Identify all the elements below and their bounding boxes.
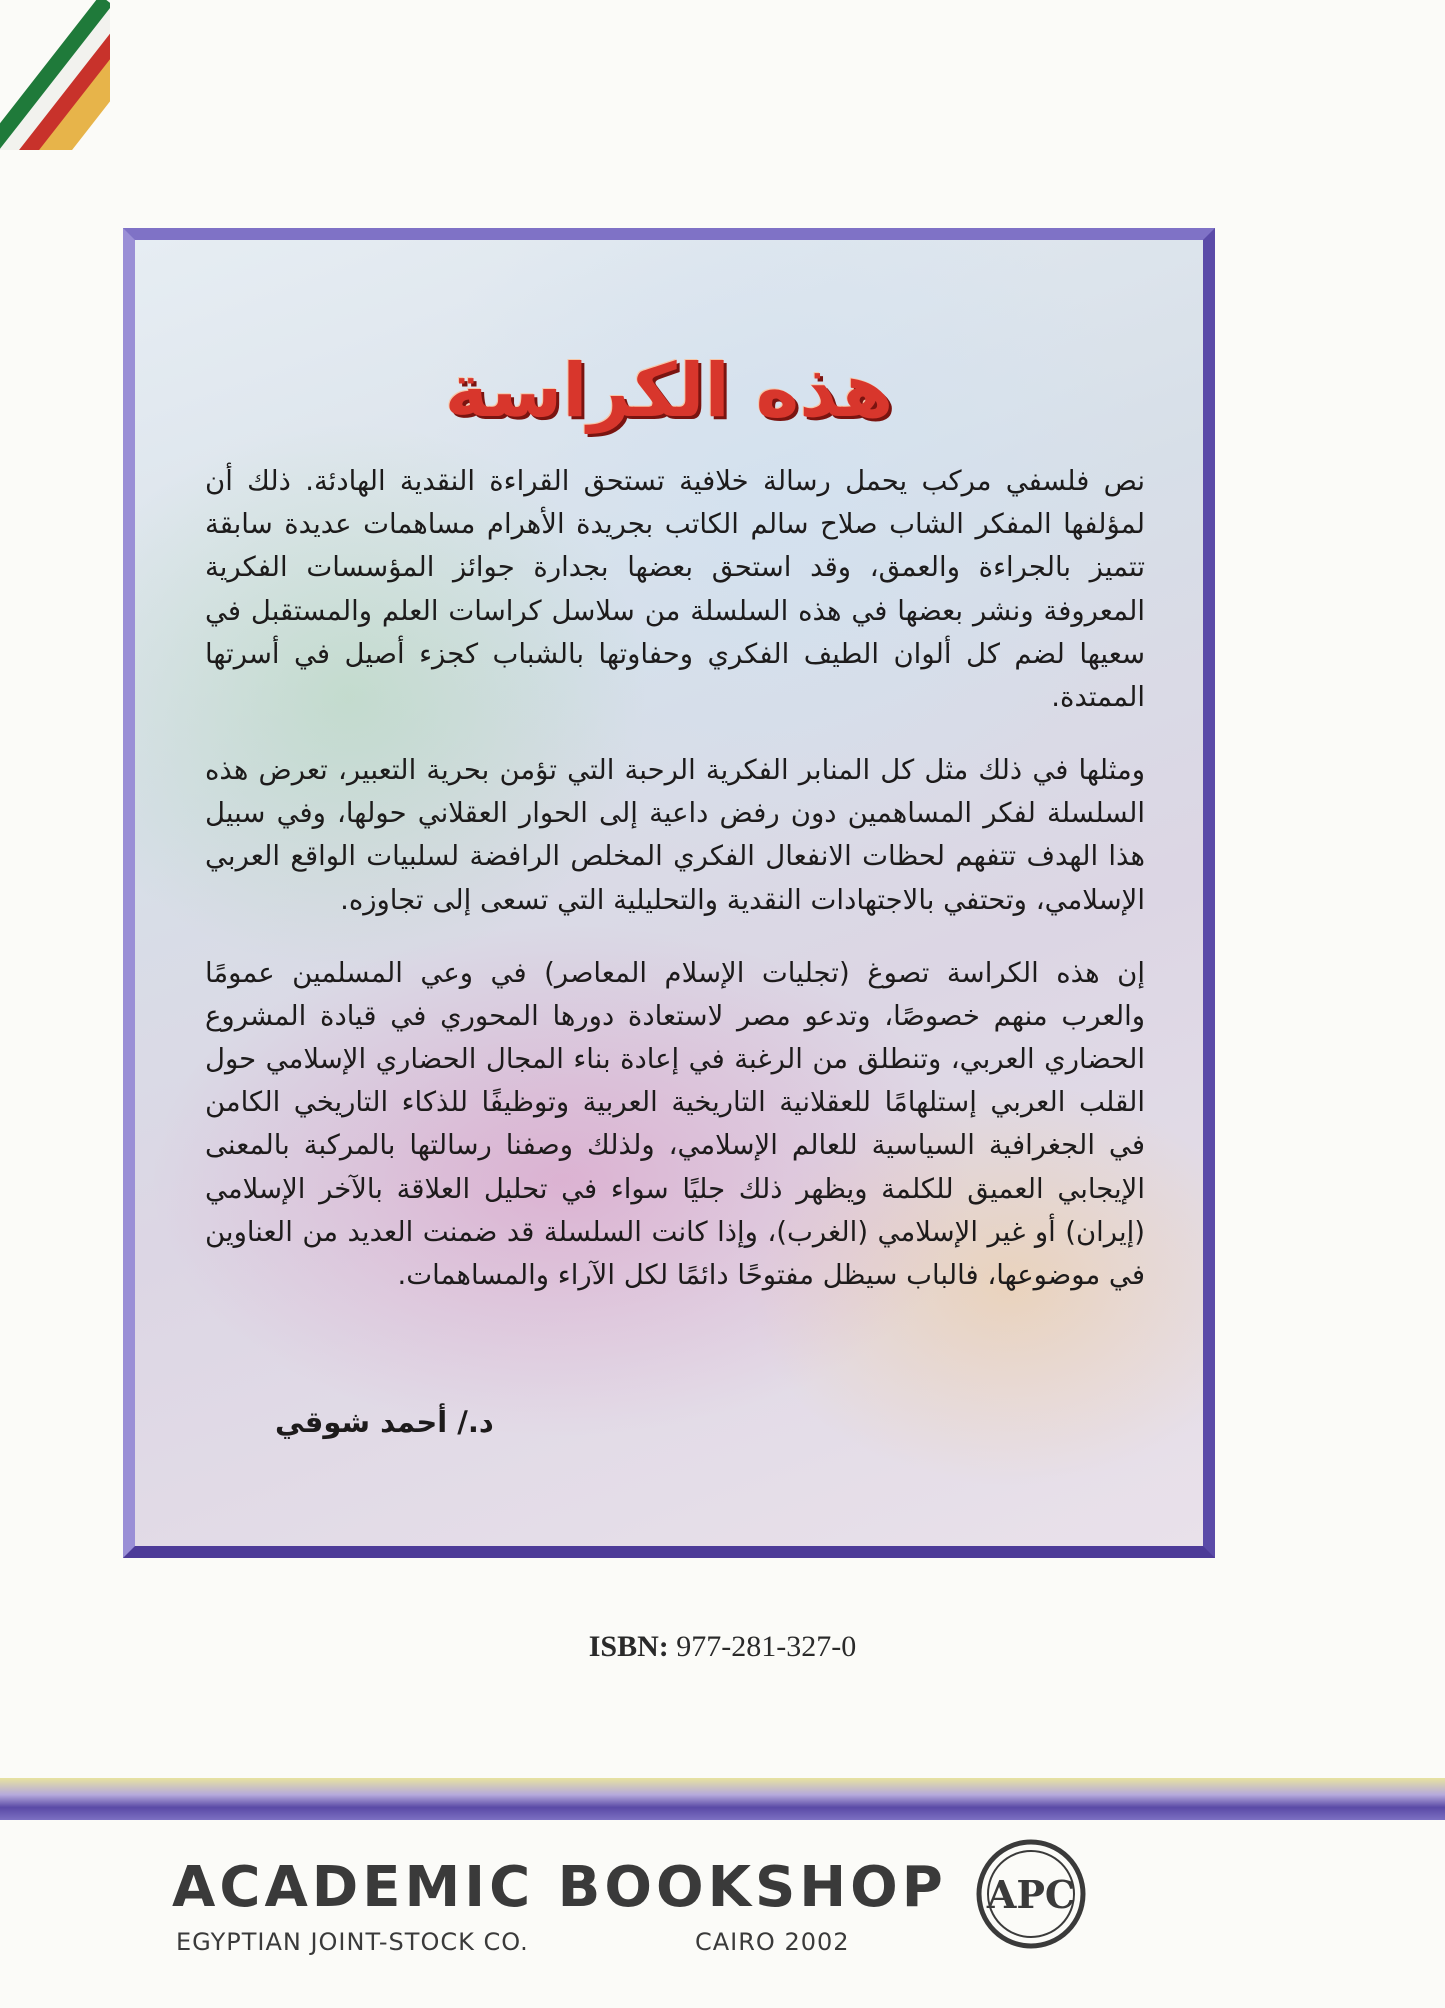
isbn-number: 977-281-327-0 [676, 1630, 857, 1663]
blurb-paragraph-2: ومثلها في ذلك مثل كل المنابر الفكرية الرحبة التي تؤمن بحرية التعبير، تعرض هذه السلسلة لفكر المساهمين دون رفض داعية إلى الحوار العقلاني حولها، وفي سبيل هذا الهدف تتفهم لحظات الانفعال الفكري المخلص الرافضة لسلبيات الواقع العربي الإسلامي، وتحتفي بالاجتهادات النقدية والتحليلية التي تسعى إلى تجاوزه. [205, 754, 1145, 916]
isbn-line [0, 1630, 1445, 1664]
color-band [0, 1778, 1445, 1820]
cover-title: هذه الكراسة [444, 348, 894, 434]
corner-stripes-decoration [0, 0, 110, 150]
blurb-text [205, 460, 1145, 1327]
blurb-paragraph-3: إن هذه الكراسة تصوغ (تجليات الإسلام المعاصر) في وعي المسلمين عمومًا والعرب منهم خصوصًا، وتدعو مصر لاستعادة دورها المحوري في قيادة المشروع الحضاري العربي، وتنطلق من الرغبة في إعادة بناء المجال الحضاري الإسلامي حول القلب العربي إستلهامًا للعقلانية التاريخية العربية وتوظيفًا للذكاء التاريخي الكامن في الجغرافية السياسية للعالم الإسلامي، ولذلك وصفنا رسالتها بالمركبة بالمعنى الإيجابي العميق للكلمة ويظهر ذلك جليًا سواء في تحليل العلاقة بالآخر الإسلامي (إيران) أو غير الإسلامي (الغرب)، وإذا كانت السلسلة قد ضمنت العديد من العناوين في موضوعها، فالباب سيظل مفتوحًا دائمًا لكل الآراء والمساهمات. [205, 956, 1145, 1291]
publisher-name: ACADEMIC BOOKSHOP [172, 1855, 947, 1920]
back-cover-frame [123, 228, 1215, 1558]
publisher-company: EGYPTIAN JOINT-STOCK CO. [176, 1928, 529, 1956]
publisher-logo-icon [975, 1838, 1087, 1950]
logo-letters: APC [986, 1872, 1076, 1917]
publisher-city-year: CAIRO 2002 [695, 1928, 850, 1956]
blurb-paragraph-1: نص فلسفي مركب يحمل رسالة خلافية تستحق القراءة النقدية الهادئة. ذلك أن لمؤلفها المفكر الشاب صلاح سالم الكاتب بجريدة الأهرام مساهمات عديدة سابقة تتميز بالجراءة والعمق، وقد استحق بعضها بجدارة جوائز المؤسسات الفكرية المعروفة ونشر بعضها في هذه السلسلة من سلاسل كراسات العلم والمستقبل في سعيها لضم كل ألوان الطيف الفكري وحفاوتها بالشباب كجزء أصيل في أسرتها الممتدة. [205, 465, 1145, 713]
author-signature: د./ أحمد شوقي [275, 1405, 494, 1439]
isbn-label: ISBN: [588, 1630, 669, 1663]
